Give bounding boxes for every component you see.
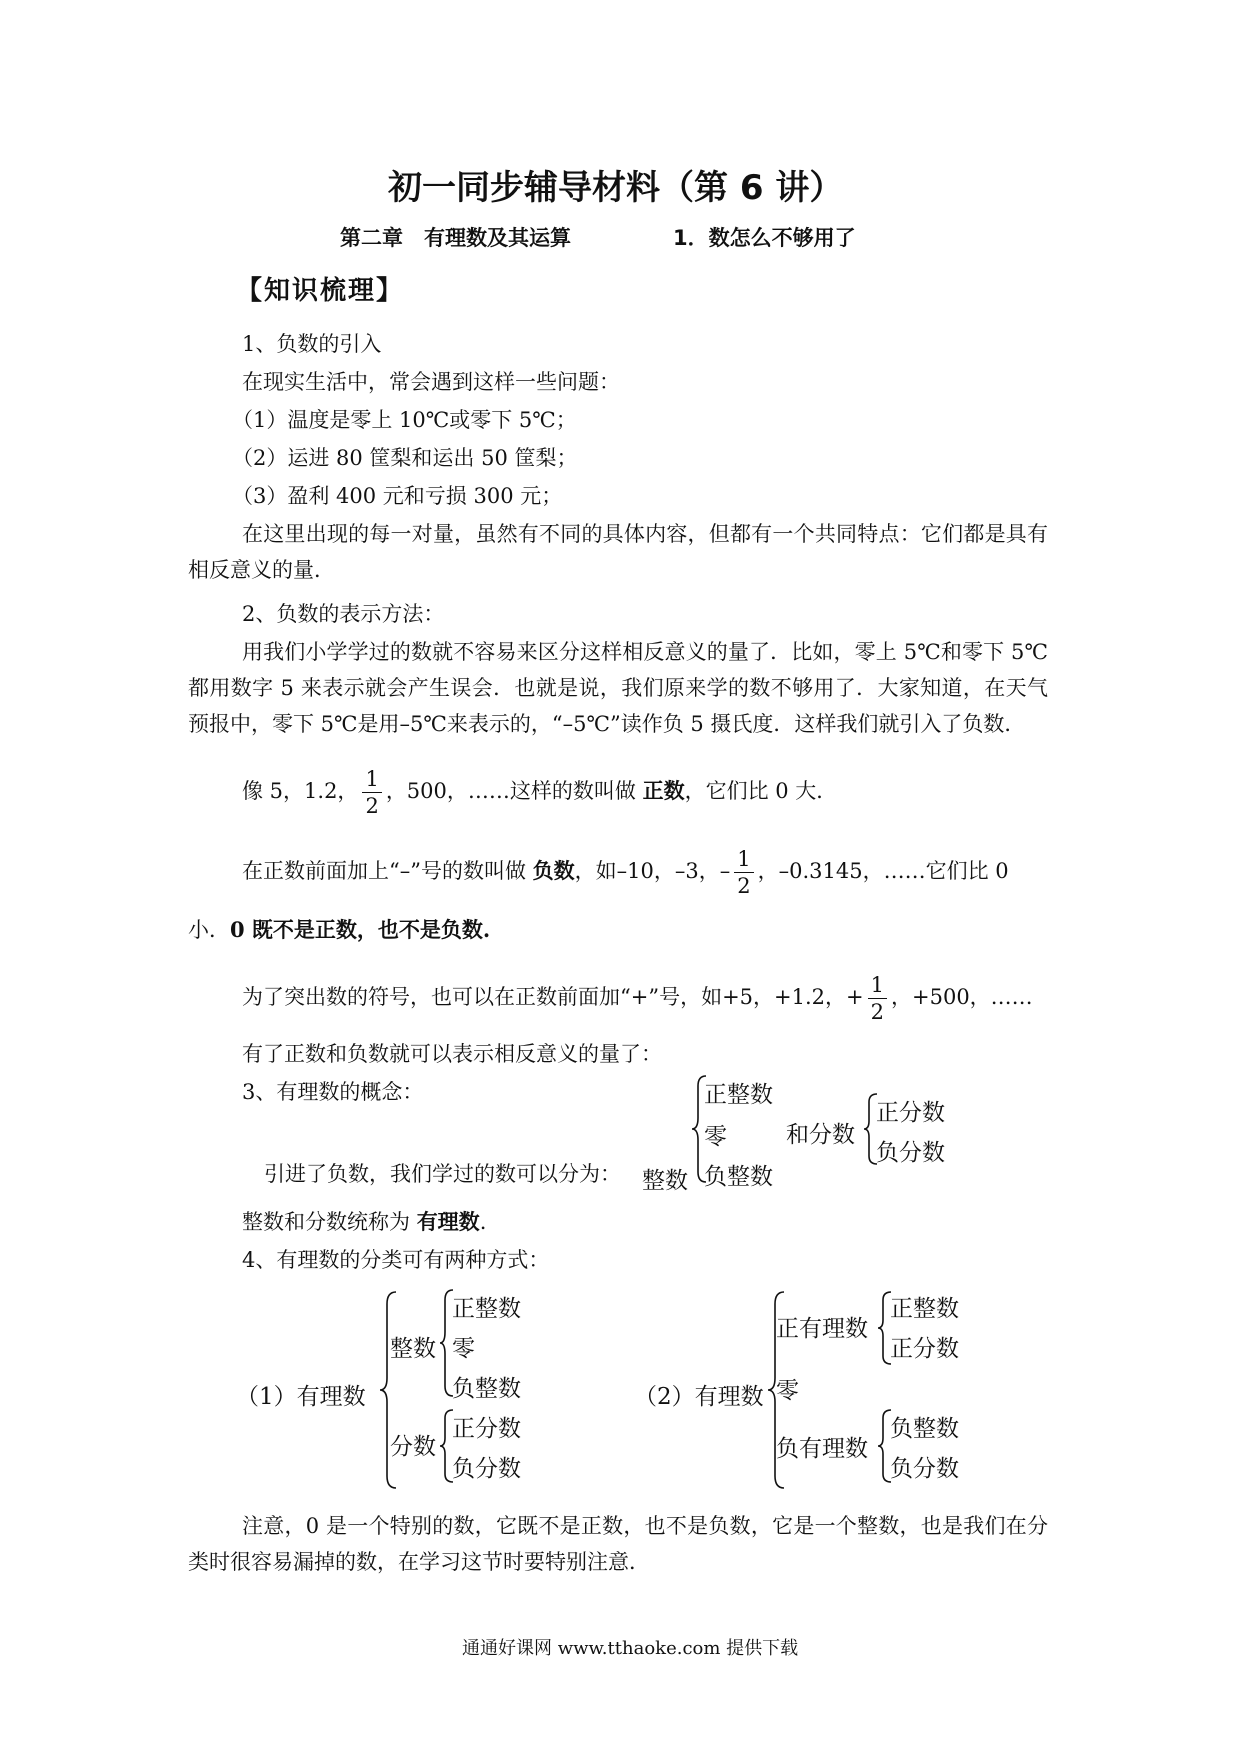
s3-and-fraction: 和分数 [786, 1122, 855, 1148]
rational-definition [242, 1204, 486, 1240]
pos-pre: 像 5，1.2， [242, 779, 359, 803]
c2-pos-integer: 正整数 [890, 1296, 959, 1322]
c1-neg-integer: 负整数 [452, 1376, 521, 1402]
chapter-title: 第二章 有理数及其运算 [340, 226, 571, 250]
negative-term: 负数 [532, 858, 575, 883]
negative-number-line [242, 846, 1009, 899]
plus-half-fraction [868, 972, 887, 1025]
c2-label: （2）有理数 [634, 1384, 764, 1410]
plus-half-denominator: 2 [870, 1000, 884, 1024]
page-title: 初一同步辅导材料（第 6 讲） [388, 168, 844, 208]
c1-zero: 零 [452, 1336, 475, 1362]
c1-neg-fraction: 负分数 [452, 1456, 521, 1482]
neg-half-numerator: 1 [734, 846, 753, 873]
s3-heading: 3、有理数的概念： [242, 1080, 424, 1104]
half-numerator: 1 [362, 766, 381, 793]
s3-pos-integer: 正整数 [704, 1082, 773, 1108]
plus-half-numerator: 1 [868, 972, 887, 999]
s2-heading: 2、负数的表示方法： [242, 602, 445, 626]
note-paragraph: 注意，0 是一个特别的数，它既不是正数，也不是负数，它是一个整数，也是我们在分类时很容易漏掉的数，在学习这节时要特别注意． [188, 1514, 1048, 1574]
s1-summary: 在这里出现的每一对量，虽然有不同的具体内容，但都有一个共同特点：它们都是具有相反意义的量． [188, 522, 1048, 582]
neg-half-fraction [734, 846, 753, 899]
zero-statement: 0 既不是正数，也不是负数. [230, 917, 491, 942]
c2-pos-rational: 正有理数 [776, 1316, 868, 1342]
plus-post: ，+500，…… [891, 985, 1033, 1009]
c1-label: （1）有理数 [236, 1384, 366, 1410]
c2-neg-integer: 负整数 [890, 1416, 959, 1442]
neg-half-denominator: 2 [737, 874, 751, 898]
c2-neg-fraction: 负分数 [890, 1456, 959, 1482]
c1-fraction: 分数 [390, 1434, 436, 1460]
positive-term: 正数 [642, 778, 685, 803]
s3-neg-integer: 负整数 [704, 1164, 773, 1190]
plus-pre: 为了突出数的符号，也可以在正数前面加“+”号，如+5，+1.2，+ [242, 985, 864, 1009]
s1-item-3: （3）盈利 400 元和亏损 300 元； [232, 484, 563, 508]
s3-intro: 引进了负数，我们学过的数可以分为： [264, 1162, 621, 1186]
lesson-title: 1．数怎么不够用了 [673, 226, 856, 250]
neg-line2-pre: 小． [188, 918, 230, 942]
s3-neg-fraction: 负分数 [876, 1140, 945, 1166]
neg-pre: 在正数前面加上“–”号的数叫做 [242, 859, 526, 883]
c2-neg-rational: 负有理数 [776, 1436, 868, 1462]
s1-heading: 1、负数的引入 [242, 332, 382, 356]
c1-integer: 整数 [390, 1336, 436, 1362]
opposite-meaning-line: 有了正数和负数就可以表示相反意义的量了： [242, 1042, 662, 1066]
c1-pos-integer: 正整数 [452, 1296, 521, 1322]
rational-def-post: . [479, 1210, 487, 1234]
c2-pos-fraction: 正分数 [890, 1336, 959, 1362]
pos-post: ，500，……这样的数叫做 [385, 779, 636, 803]
s1-intro: 在现实生活中，常会遇到这样一些问题： [242, 370, 620, 394]
half-fraction [362, 766, 381, 819]
pos-tail: ，它们比 0 大． [684, 779, 838, 803]
page-footer: 通通好课网 www.tthaoke.com 提供下载 [462, 1638, 799, 1659]
positive-number-line [242, 766, 837, 819]
c1-pos-fraction: 正分数 [452, 1416, 521, 1442]
half-denominator: 2 [365, 794, 379, 818]
plus-sign-line [242, 972, 1033, 1025]
rational-term: 有理数 [416, 1209, 480, 1234]
c2-zero: 零 [776, 1378, 799, 1404]
s3-integer-label: 整数 [642, 1168, 688, 1194]
negative-number-line-2 [188, 912, 490, 948]
s3-zero: 零 [704, 1124, 727, 1150]
rational-def-pre: 整数和分数统称为 [242, 1210, 410, 1234]
neg-mid: ，如–10，–3，– [574, 859, 731, 883]
s1-item-1: （1）温度是零上 10℃或零下 5℃； [232, 408, 577, 432]
s3-pos-fraction: 正分数 [876, 1100, 945, 1126]
s4-heading: 4、有理数的分类可有两种方式： [242, 1248, 550, 1272]
section-header: 【知识梳理】 [236, 276, 405, 306]
neg-post: ，–0.3145，……它们比 0 [757, 859, 1009, 883]
s1-item-2: （2）运进 80 筐梨和运出 50 筐梨； [232, 446, 578, 470]
s2-paragraph: 用我们小学学过的数就不容易来区分这样相反意义的量了．比如，零上 5℃和零下 5℃都用数字 5 来表示就会产生误会．也就是说，我们原来学的数不够用了．大家知道，在天气预报中，零下 5℃是用–5℃来表示的，“–5℃”读作负 5 摄氏度．这样我们就引入了负数． [188, 640, 1048, 736]
